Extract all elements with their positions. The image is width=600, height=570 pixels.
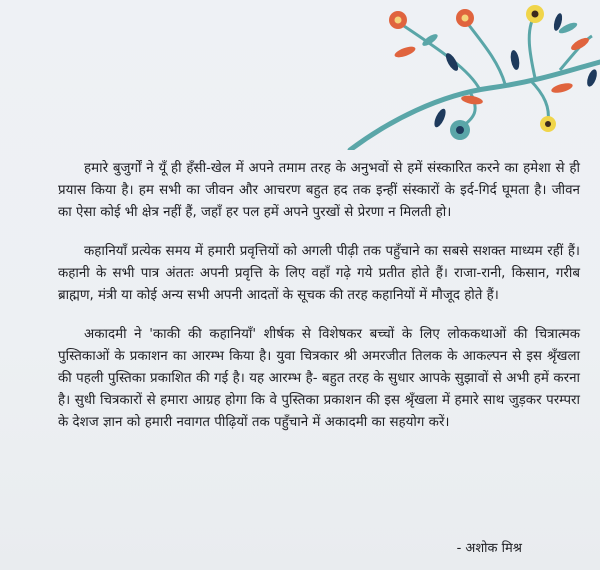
paragraph: कहानियाँ प्रत्येक समय में हमारी प्रवृत्तियों को अगली पीढ़ी तक पहुँचाने का सबसे सशक्त माध्यम रहीं हैं। कहानी के सभी पात्र अंततः अपनी प्रवृत्ति के लिए वहाँ गढ़े गये प्रतीत होते हैं। राजा-रानी, किसान, गरीब ब्राह्मण, मंत्री या कोई अन्य सभी अपनी आदतों के सूचक की तरह कहानियों में मौजूद होते हैं। (58, 244, 580, 303)
leaf-navy (585, 68, 599, 88)
leaf-navy (509, 49, 520, 70)
leaf-orange (393, 44, 416, 59)
flower-yellow (526, 5, 544, 23)
leaf-navy (432, 107, 448, 129)
author-signature: - अशोक मिश्र (456, 541, 522, 556)
flower-orange (389, 11, 407, 29)
floral-decoration (330, 0, 600, 150)
paragraph: हमारे बुजुर्गों ने यूँ ही हँसी-खेल में अपने तमाम तरह के अनुभवों से हमें संस्कारित करने का हमेशा से ही प्रयास किया है। हम सभी का जीवन और आचरण बहुत हद तक इन्हीं संस्कारों के इर्द-गिर्द घूमता है। जीवन का ऐसा कोई भी क्षेत्र नहीं हैं, जहाँ हर पल हमें अपने पुरखों से प्रेरणा न मिलती हो। (58, 161, 580, 220)
branch-stem (398, 22, 480, 90)
leaf-orange (550, 81, 573, 94)
body-text (58, 158, 580, 434)
branch-stem (465, 20, 505, 84)
flower-orange (456, 9, 474, 27)
branch-stem (529, 15, 535, 78)
branch-stem (530, 80, 548, 122)
flower-yellow (540, 116, 556, 132)
paragraph: अकादमी ने 'काकी की कहानियाँ' शीर्षक से विशेषकर बच्चों के लिए लोककथाओं की चित्रात्मक पुस्तिकाओं के प्रकाशन का आरम्भ किया है। युवा चित्रकार श्री अमरजीत तिलक के आकल्पन से इस श्रृँखला की पहली पुस्तिका प्रकाशित की गई है। यह आरम्भ है- बहुत तरह के सुधार आपके सुझावों से अभी हमें करना है। सुधी चित्रकारों से हमारा आग्रह होगा कि वे पुस्तिका प्रकाशन की इस श्रृँखला में हमारे साथ जुड़कर परम्परा के देशज ज्ञान को हमारी नवागत पीढ़ियों तक पहुँचाने में अकादमी का सहयोग करें। (58, 327, 580, 430)
flower-teal (450, 120, 470, 140)
